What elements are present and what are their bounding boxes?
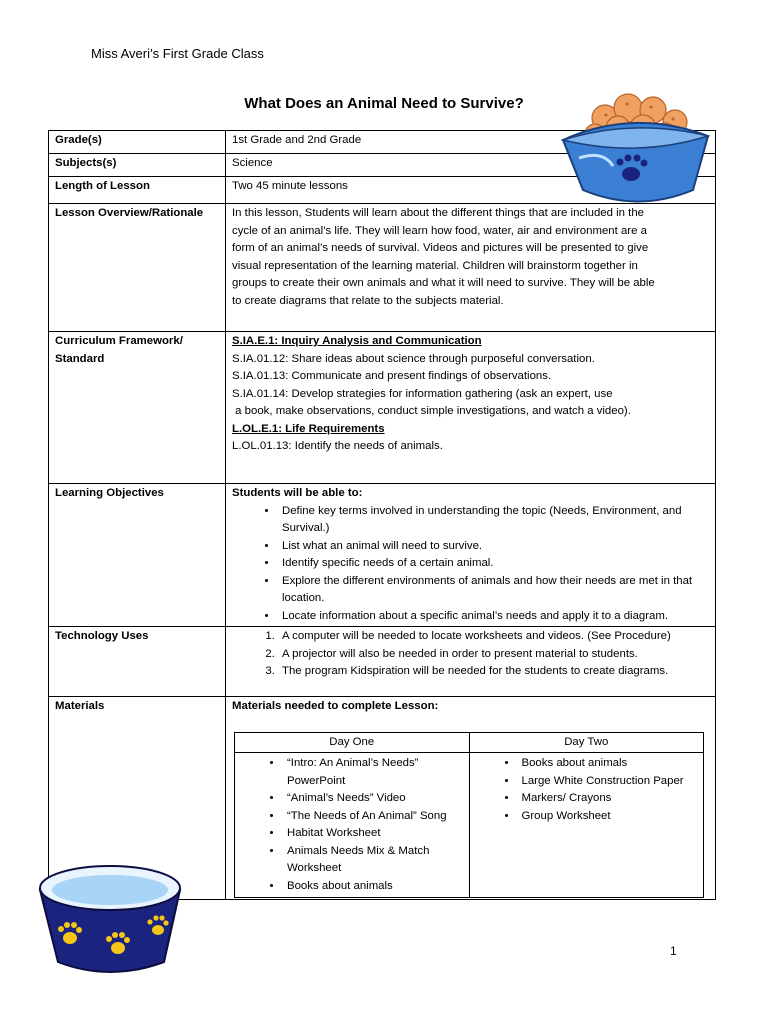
list-item: • Books about animals [283, 878, 469, 896]
page-number: 1 [670, 944, 677, 958]
overview-line: to create diagrams that relate to the subjects material. [232, 294, 504, 307]
technology-list [232, 628, 709, 681]
curriculum-label-line: Standard [55, 352, 105, 365]
overview-label: Lesson Overview/Rationale [49, 204, 226, 332]
list-item: • Locate information about a specific animal’s needs and apply it to a diagram. [278, 608, 709, 626]
overview-line: form of an animal’s needs of survival. Videos and pictures will be presented to give [232, 242, 649, 254]
list-item: • “Animal’s Needs” Video [283, 790, 469, 808]
standard-line: L.OL.01.13: Identify the needs of animals. [232, 440, 443, 452]
grades-value: 1st Grade and 2nd Grade [226, 131, 716, 154]
standard-line: S.IA.01.12: Share ideas about science through purposeful conversation. [232, 352, 595, 365]
list-item: • Identify specific needs of a certain animal. [278, 555, 709, 573]
day-one-header: Day One [235, 732, 470, 753]
document-title: What Does an Animal Need to Survive? [244, 95, 524, 112]
curriculum-label [49, 332, 226, 484]
overview-line: groups to create their own animals and what it will need to survive. They will be able [232, 277, 655, 289]
objectives-list [232, 503, 709, 626]
overview-text [226, 204, 716, 332]
objectives-intro: Students will be able to: [232, 487, 363, 499]
standard-heading: L.OL.E.1: Life Requirements [232, 422, 385, 435]
day-one-list [235, 755, 469, 895]
list-item: • “Intro: An Animal’s Needs” PowerPoint [283, 755, 469, 790]
row-technology [49, 627, 716, 697]
water-bowl-icon [30, 850, 190, 985]
list-item: • Markers/ Crayons [518, 790, 704, 808]
pet-food-bowl-icon [543, 88, 723, 208]
technology-text [226, 627, 716, 697]
list-item: • Explore the different environments of animals and how their needs are met in that location. [278, 573, 709, 608]
materials-cell [226, 697, 716, 900]
overview-line: cycle of an animal’s life. They will learn how food, water, air and environment are a [232, 224, 647, 237]
subjects-label: Subjects(s) [49, 154, 226, 177]
header-class-name: Miss Averi’s First Grade Class [91, 46, 264, 61]
curriculum-label-line: Curriculum Framework/ [55, 335, 183, 347]
standard-heading: S.IA.E.1: Inquiry Analysis and Communication [232, 335, 482, 347]
row-objectives [49, 484, 716, 627]
day-one-materials [235, 753, 470, 898]
list-item: • Habitat Worksheet [283, 825, 469, 843]
standard-line: S.IA.01.13: Communicate and present findings of observations. [232, 370, 552, 382]
list-item: 3. The program Kidspiration will be needed for the students to create diagrams. [278, 663, 709, 681]
list-item: • “The Needs of An Animal” Song [283, 808, 469, 826]
materials-table [234, 732, 704, 899]
day-two-materials [469, 753, 704, 898]
list-item: • Group Worksheet [518, 808, 704, 826]
list-item: • List what an animal will need to survive. [278, 538, 709, 556]
list-item: 2. A projector will also be needed in order to present material to students. [278, 646, 709, 664]
curriculum-text [226, 332, 716, 484]
subjects-value: Science [226, 154, 716, 177]
length-label: Length of Lesson [49, 177, 226, 204]
list-item: • Define key terms involved in understanding the topic (Needs, Environment, and Survival.) [278, 503, 709, 538]
day-two-header: Day Two [469, 732, 704, 753]
length-value: Two 45 minute lessons [226, 177, 716, 204]
standard-line: S.IA.01.14: Develop strategies for information gathering (ask an expert, use [232, 387, 613, 400]
overview-line: In this lesson, Students will learn about the different things that are included in the [232, 207, 645, 219]
list-item: 1. A computer will be needed to locate worksheets and videos. (See Procedure) [278, 628, 709, 646]
materials-intro: Materials needed to complete Lesson: [232, 700, 439, 712]
day-two-list [470, 755, 704, 825]
list-item: • Books about animals [518, 755, 704, 773]
row-curriculum [49, 332, 716, 484]
grades-label: Grade(s) [49, 131, 226, 154]
lesson-plan-table [48, 130, 716, 900]
objectives-text [226, 484, 716, 627]
list-item: • Animals Needs Mix & Match Worksheet [283, 843, 469, 878]
list-item: • Large White Construction Paper [518, 773, 704, 791]
standard-line: a book, make observations, conduct simple investigations, and watch a video). [232, 405, 631, 417]
technology-label: Technology Uses [49, 627, 226, 697]
overview-line: visual representation of the learning material. Children will brainstorm together in [232, 259, 638, 272]
objectives-label: Learning Objectives [49, 484, 226, 627]
row-overview [49, 204, 716, 332]
materials-label: Materials [49, 697, 226, 900]
